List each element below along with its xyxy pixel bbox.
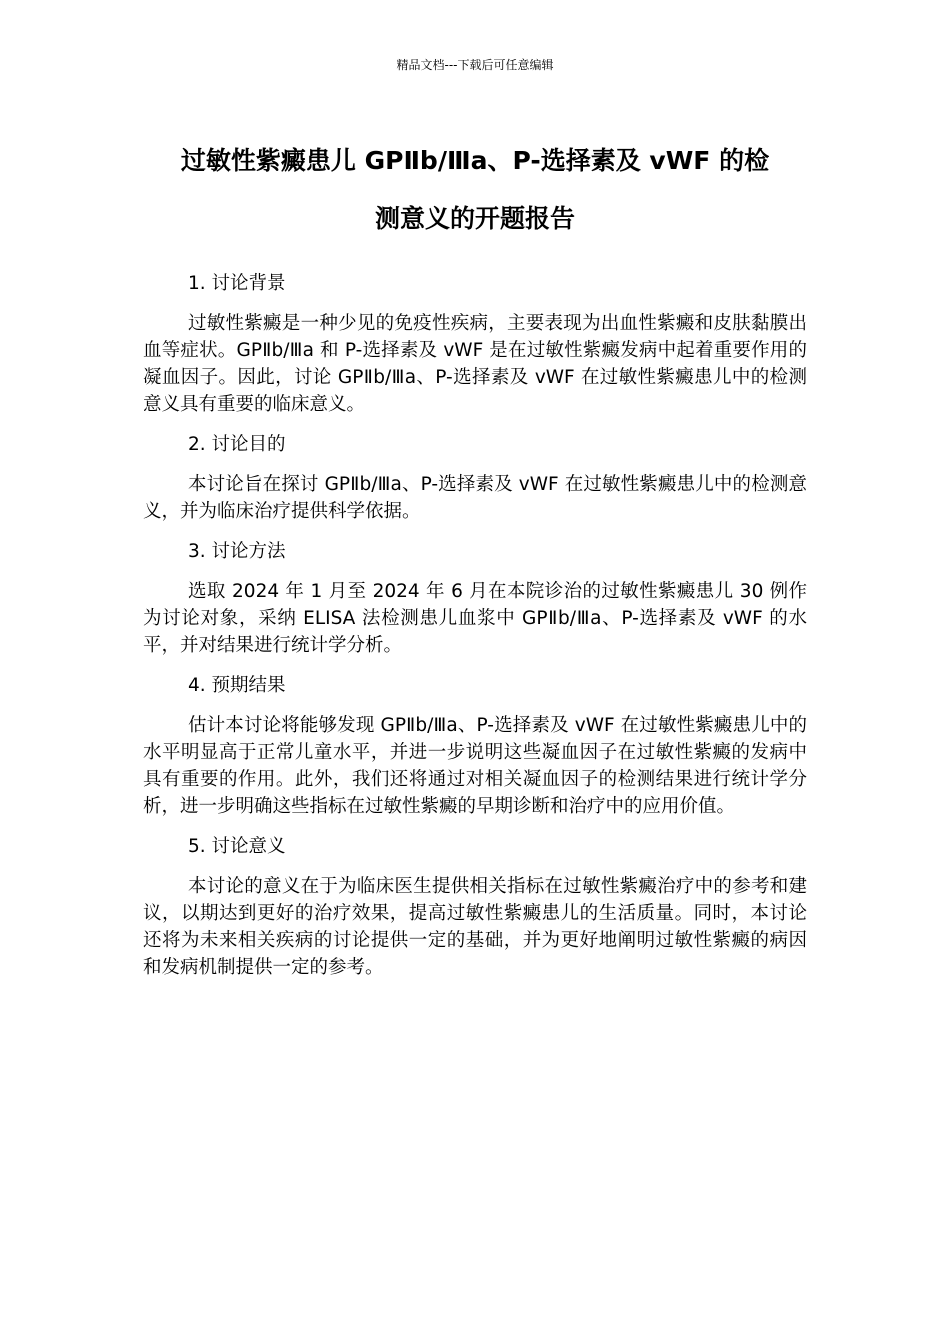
section-heading-significance: 5. 讨论意义 (188, 836, 286, 857)
section-body-expected-results: 估计本讨论将能够发现 GPⅡb/Ⅲa、P-选择素及 vWF 在过敏性紫癜患儿中的水平明显高于正常儿童水平，并进一步说明这些凝血因子在过敏性紫癜的发病中具有重要的作用。此外，我们还将通过对相关凝血因子的检测结果进行统计学分析，进一步明确这些指标在过敏性紫癜的早期诊断和治疗中的应用价值。 (143, 715, 807, 817)
section-heading-expected-results: 4. 预期结果 (188, 675, 286, 696)
section-body-purpose: 本讨论旨在探讨 GPⅡb/Ⅲa、P-选择素及 vWF 在过敏性紫癜患儿中的检测意义，并为临床治疗提供科学依据。 (143, 474, 807, 522)
section-body-significance: 本讨论的意义在于为临床医生提供相关指标在过敏性紫癜治疗中的参考和建议，以期达到更好的治疗效果，提高过敏性紫癜患儿的生活质量。同时，本讨论还将为未来相关疾病的讨论提供一定的基础，并为更好地阐明过敏性紫癜的病因和发病机制提供一定的参考。 (143, 876, 807, 978)
document-title (143, 132, 807, 248)
section-body-background: 过敏性紫癜是一种少见的免疫性疾病，主要表现为出血性紫癜和皮肤黏膜出血等症状。GPⅡb/Ⅲa 和 P-选择素及 vWF 是在过敏性紫癜发病中起着重要作用的凝血因子。因此，讨论 GPⅡb/Ⅲa、P-选择素及 vWF 在过敏性紫癜患儿中的检测意义具有重要的临床意义。 (143, 313, 807, 415)
section-body-method: 选取 2024 年 1 月至 2024 年 6 月在本院诊治的过敏性紫癜患儿 30 例作为讨论对象，采纳 ELISA 法检测患儿血浆中 GPⅡb/Ⅲa、P-选择素及 vWF 的水平，并对结果进行统计学分析。 (143, 581, 807, 656)
section-heading-method: 3. 讨论方法 (188, 541, 286, 562)
document-body (143, 270, 807, 994)
document-title-line-1: 过敏性紫癜患儿 GPⅡb/Ⅲa、P-选择素及 vWF 的检 (180, 146, 770, 175)
section-heading-purpose: 2. 讨论目的 (188, 434, 286, 455)
header-note: 精品文档---下载后可任意编辑 (396, 58, 554, 72)
section-heading-background: 1. 讨论背景 (188, 273, 286, 294)
document-title-line-2: 测意义的开题报告 (374, 204, 575, 233)
